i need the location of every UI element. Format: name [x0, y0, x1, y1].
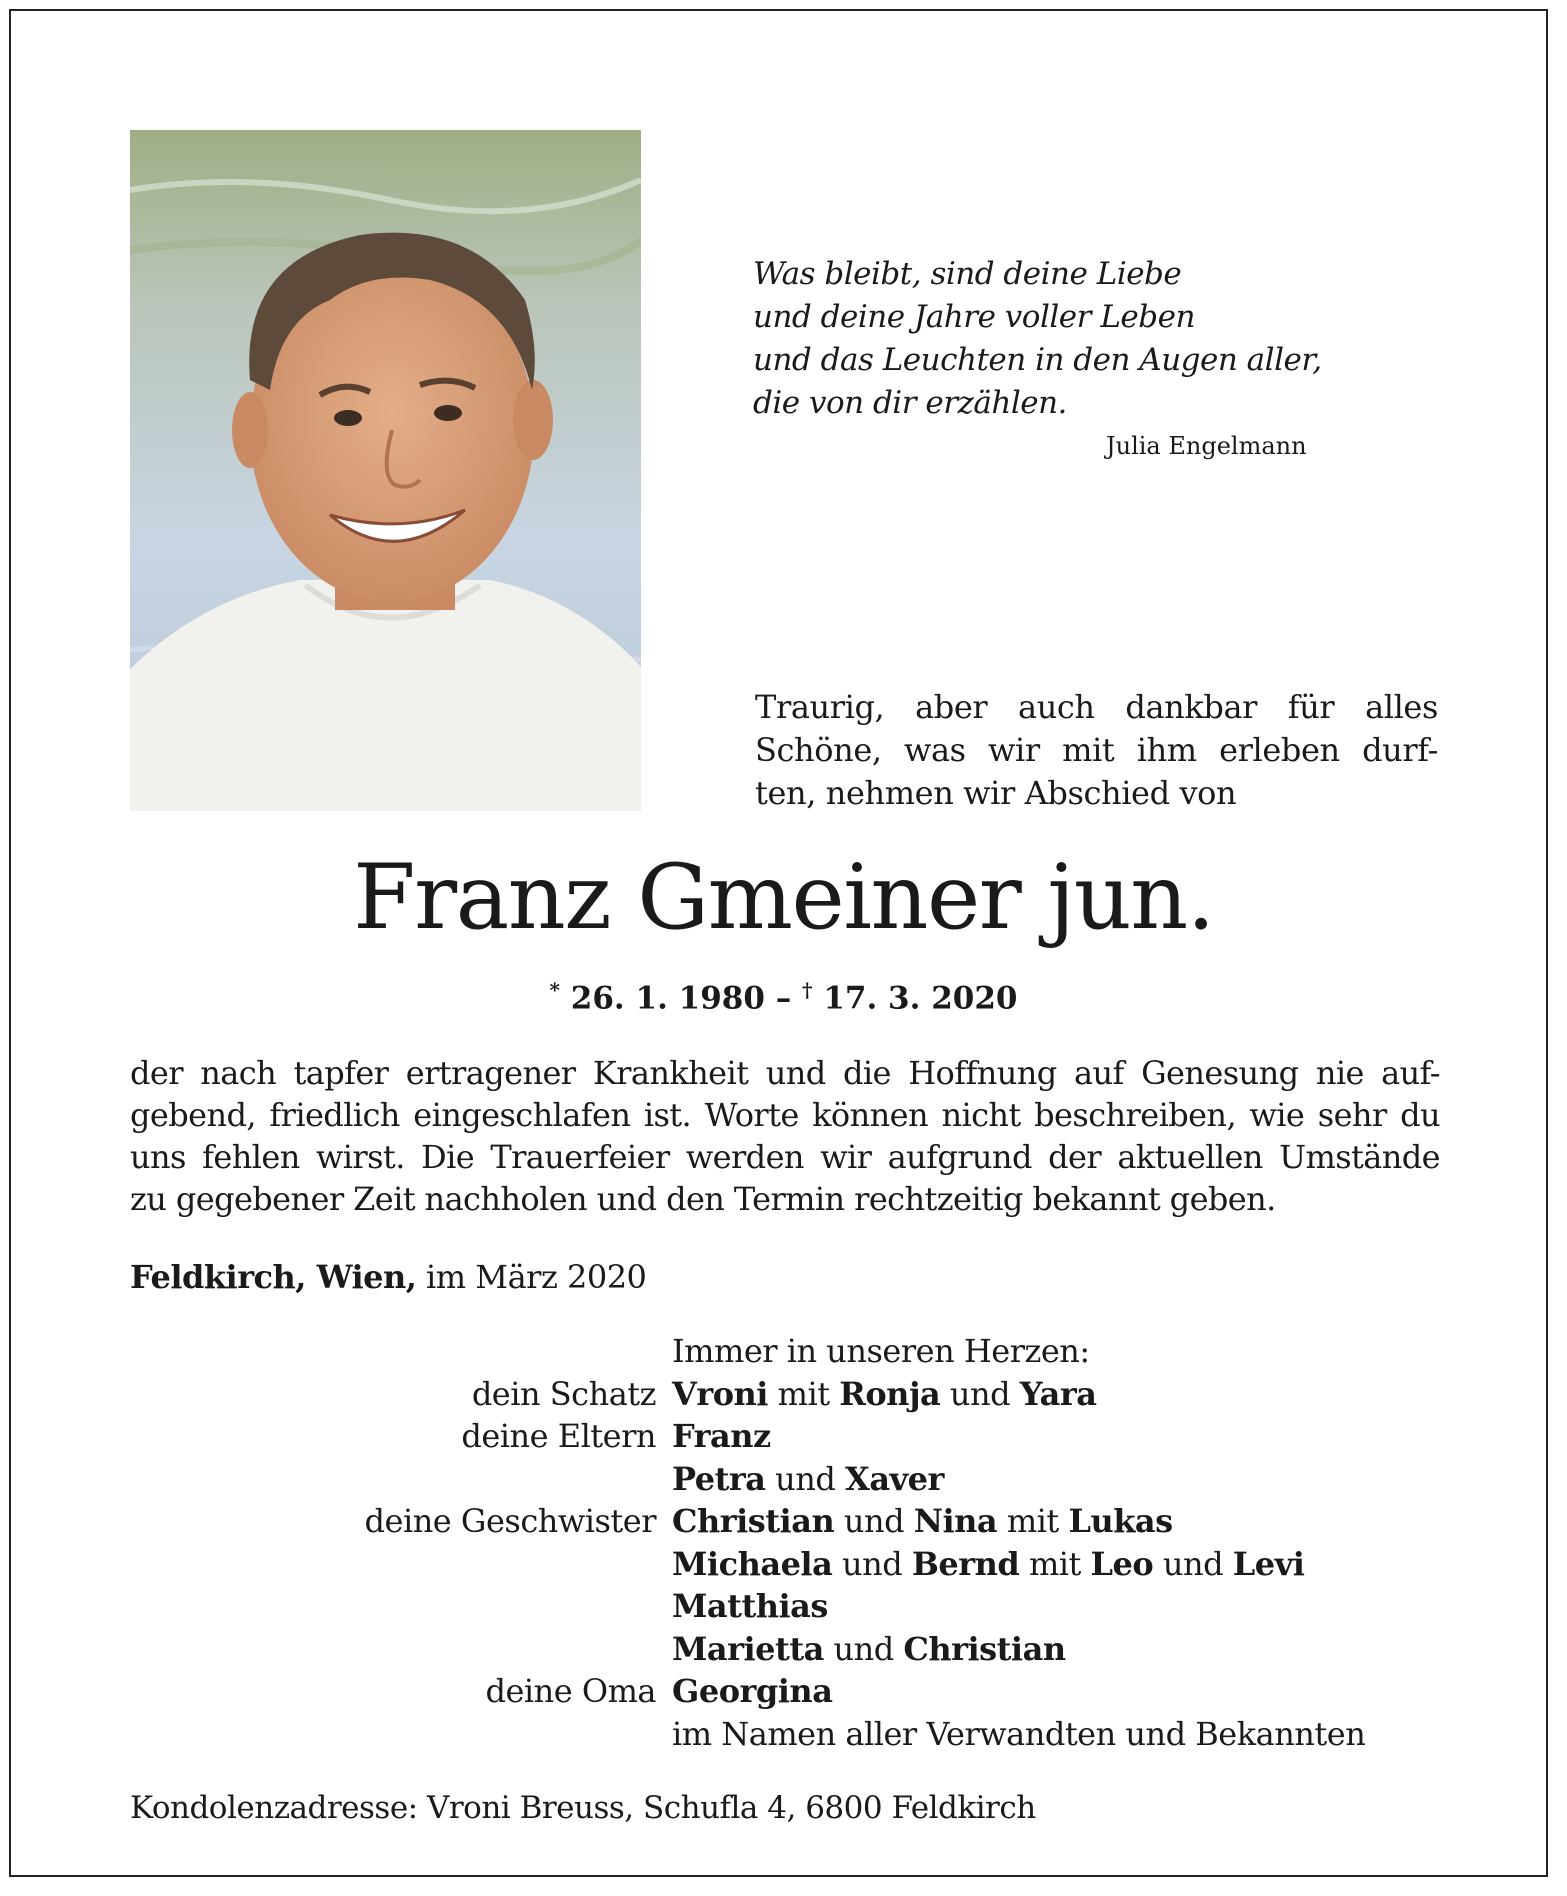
mourner-connector: und: [832, 1544, 912, 1583]
mourner-row: [130, 1500, 1440, 1543]
mourner-name: Michaela: [672, 1544, 833, 1583]
mourner-name: Petra: [672, 1459, 766, 1498]
quote-line: und deine Jahre voller Leben: [753, 299, 1195, 335]
mourner-name: Christian: [672, 1502, 835, 1540]
mourner-relation: [130, 1713, 672, 1756]
mourner-name: Franz: [672, 1417, 771, 1455]
mourner-name: Nina: [913, 1502, 998, 1540]
mourner-name: Ronja: [839, 1374, 941, 1413]
mourner-connector: und: [834, 1502, 914, 1540]
mourner-row: [130, 1713, 1440, 1756]
deceased-name: Franz Gmeiner jun.: [353, 845, 1214, 950]
intro-line: Traurig, aber auch dankbar für alles: [755, 688, 1438, 726]
mourner-relation: dein Schatz: [471, 1374, 656, 1413]
mourner-relation: [130, 1543, 672, 1586]
mourner-names: [672, 1543, 1440, 1586]
quote-author: Julia Engelmann: [1106, 432, 1307, 460]
mourner-name: Yara: [1019, 1374, 1097, 1413]
mourner-name: Levi: [1232, 1544, 1305, 1583]
mourner-row: [130, 1543, 1440, 1586]
portrait-photo: [130, 130, 641, 811]
mourner-connector: im Namen aller Verwandten und Bekannten: [672, 1714, 1366, 1753]
mourner-name: Christian: [903, 1629, 1066, 1668]
intro-text: [755, 686, 1438, 815]
death-symbol: †: [802, 978, 813, 1002]
quote-line: und das Leuchten in den Augen aller,: [753, 342, 1322, 378]
mourners-heading-row: [130, 1330, 1440, 1373]
body-line: der nach tapfer ertragener Krankheit und die Hoffnung auf Genesung nie auf-: [130, 1054, 1440, 1092]
body-line: zu gegebener Zeit nachholen und den Termin rechtzeitig bekannt geben.: [130, 1180, 1276, 1218]
birth-date: 26. 1. 1980: [570, 980, 765, 1017]
obituary-body: [130, 1052, 1440, 1220]
mourner-names: [672, 1713, 1440, 1756]
mourner-connector: und: [1153, 1544, 1233, 1583]
birth-symbol: *: [549, 978, 560, 1002]
mourner-connector: und: [765, 1459, 845, 1498]
body-line: uns fehlen wirst. Die Trauerfeier werden wir aufgrund der aktuellen Umstände: [130, 1138, 1440, 1176]
mourner-relation: [130, 1458, 672, 1501]
mourner-rows: [130, 1373, 1440, 1756]
mourner-name: Lukas: [1068, 1502, 1173, 1540]
mourner-relation: deine Oma: [485, 1672, 656, 1710]
mourner-row: [130, 1458, 1440, 1501]
mourner-connector: mit: [997, 1502, 1069, 1540]
place-cities: Feldkirch, Wien,: [130, 1258, 417, 1296]
mourner-connector: und: [823, 1629, 904, 1668]
quote-line: Was bleibt, sind deine Liebe: [753, 256, 1182, 292]
mourner-name: Vroni: [672, 1374, 768, 1413]
mourner-relation: deine Geschwister: [364, 1502, 656, 1540]
mourner-names: [672, 1670, 1440, 1713]
mourner-connector: mit: [1019, 1544, 1091, 1583]
date-separator: –: [775, 980, 792, 1017]
mourner-names: [672, 1500, 1440, 1543]
death-date: 17. 3. 2020: [823, 980, 1018, 1017]
mourner-relation: deine Eltern: [461, 1417, 656, 1455]
mourner-name: Georgina: [672, 1672, 833, 1710]
mourners-heading: Immer in unseren Herzen:: [672, 1332, 1090, 1370]
mourner-names: [672, 1585, 1440, 1628]
mourner-name: Marietta: [672, 1629, 824, 1668]
mourner-names: [672, 1415, 1440, 1458]
quote-line: die von dir erzählen.: [753, 385, 1067, 421]
mourner-names: [672, 1458, 1440, 1501]
place-and-date: [130, 1258, 646, 1296]
mourner-names: [672, 1628, 1440, 1671]
mourner-name: Matthias: [672, 1587, 828, 1625]
mourner-row: [130, 1373, 1440, 1416]
portrait-illustration: [130, 130, 641, 811]
mourner-relation: [130, 1628, 672, 1671]
mourner-row: [130, 1628, 1440, 1671]
mourner-row: [130, 1415, 1440, 1458]
mourner-row: [130, 1585, 1440, 1628]
mourner-name: Bernd: [911, 1544, 1020, 1583]
mourner-connector: und: [940, 1374, 1020, 1413]
body-line: gebend, friedlich eingeschlafen ist. Worte können nicht beschreiben, wie sehr du: [130, 1096, 1440, 1134]
life-dates: [0, 978, 1567, 1016]
intro-line: ten, nehmen wir Abschied von: [755, 774, 1237, 812]
mourner-connector: mit: [767, 1374, 840, 1413]
quote: [753, 253, 1353, 425]
mourner-name: Xaver: [844, 1459, 944, 1498]
condolence-address: Kondolenzadresse: Vroni Breuss, Schufla 4, 6800 Feldkirch: [130, 1790, 1036, 1826]
place-date: im März 2020: [426, 1258, 647, 1296]
mourner-row: [130, 1670, 1440, 1713]
mourners-list: [130, 1330, 1440, 1755]
intro-line: Schöne, was wir mit ihm erleben durf-: [755, 731, 1438, 769]
mourner-relation: [130, 1585, 672, 1628]
mourner-name: Leo: [1090, 1544, 1154, 1583]
mourner-names: [672, 1373, 1440, 1416]
